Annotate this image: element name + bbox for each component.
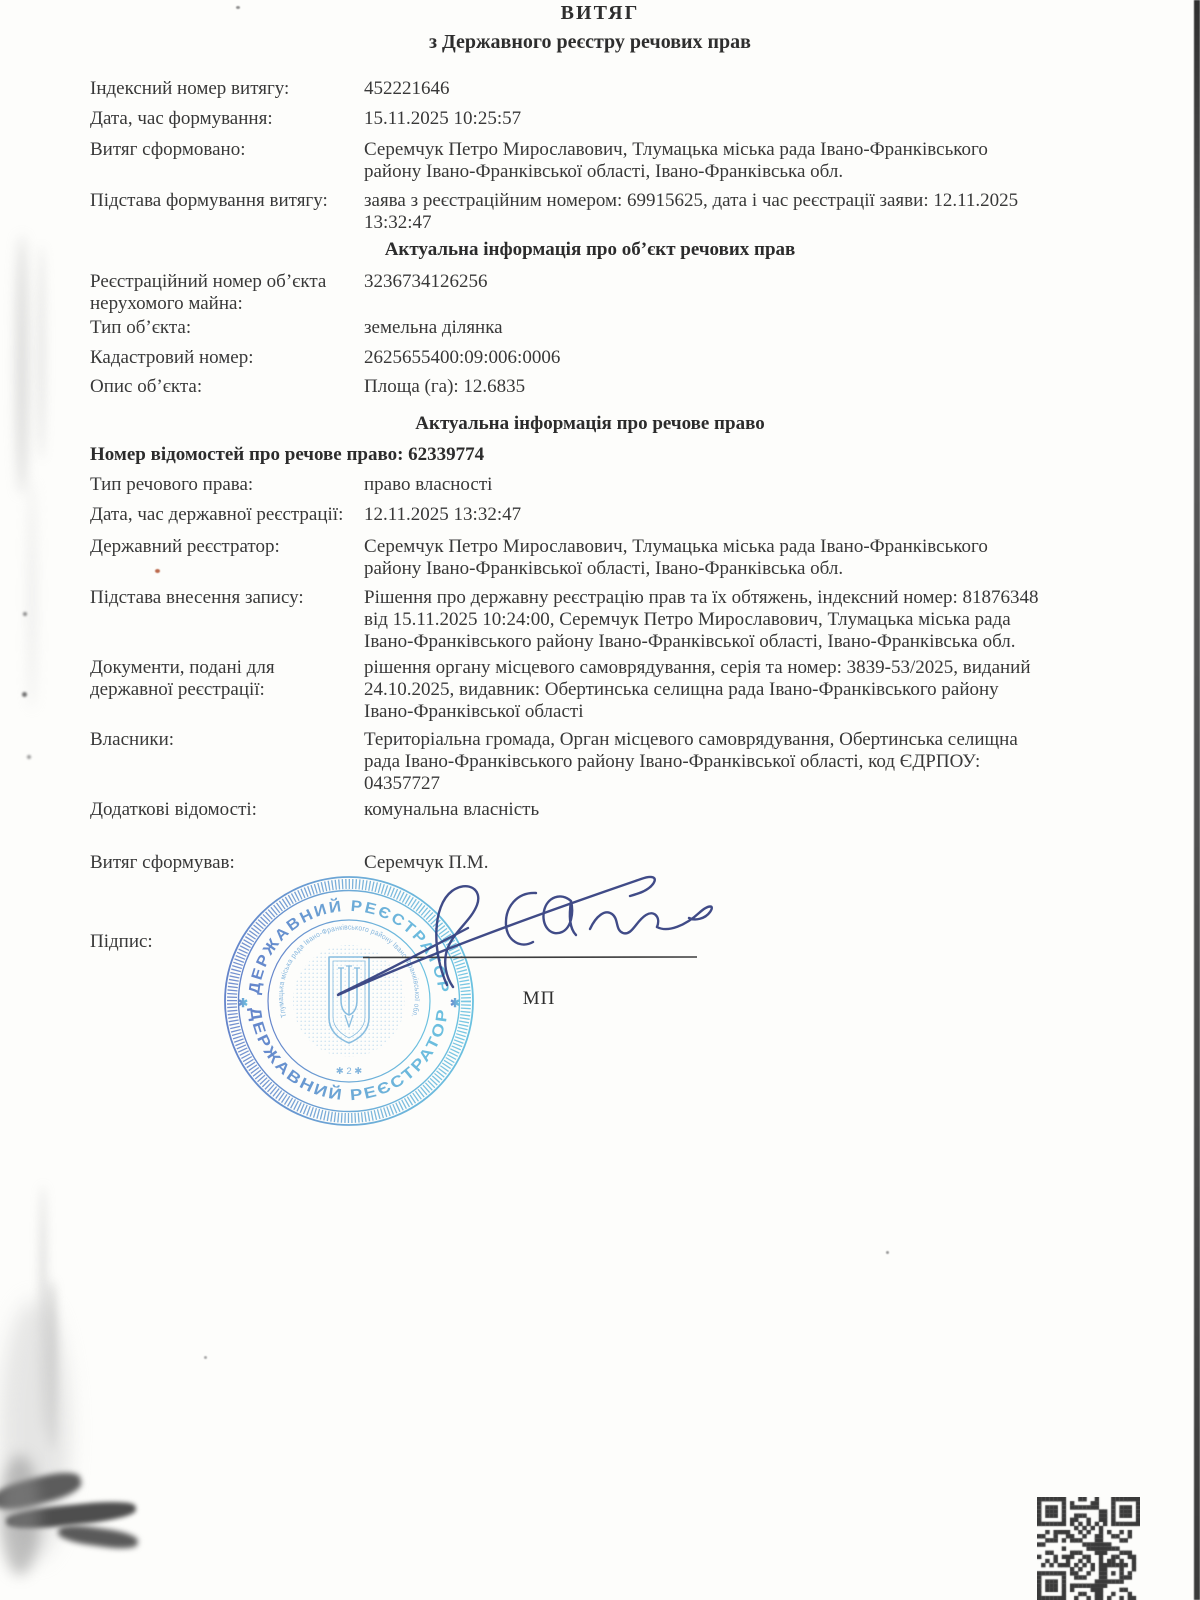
field-label: Тип об’єкта:: [90, 317, 192, 338]
field-value: Площа (га): 12.6835: [364, 376, 526, 397]
section-title: Актуальна інформація про речове право: [415, 413, 765, 434]
field-value: від 15.11.2025 10:24:00, Серемчук Петро Мирославович, Тлумацька міська рада: [364, 609, 1011, 630]
field-label: Витяг сформовано:: [90, 139, 246, 160]
field-value: 24.10.2025, видавник: Обертинська селищна рада Івано-Франківського району: [364, 679, 999, 700]
field-label: Документи, подані для: [90, 657, 275, 678]
field-value: Серемчук Петро Мирославович, Тлумацька міська рада Івано-Франківського: [364, 139, 988, 160]
field-value: Івано-Франківського району Івано-Франківської області, Івано-Франківська обл.: [364, 631, 1016, 652]
field-label: державної реєстрації:: [90, 679, 265, 700]
qr-code: [1037, 1497, 1140, 1600]
stamp-star-left: ✱: [237, 996, 249, 1010]
field-value: Серемчук Петро Мирославович, Тлумацька міська рада Івано-Франківського: [364, 536, 988, 557]
seal-mark: МП: [522, 988, 556, 1009]
stamp-inner-ring-text: Тлумацька міська рада Івано-Франківського району Івано-Франківської обл.: [275, 922, 423, 1020]
field-label: Підстава формування витягу:: [90, 190, 328, 211]
formed-by-label: Витяг сформував:: [90, 852, 235, 873]
field-value: Рішення про державну реєстрацію прав та їх обтяжень, індексний номер: 81876348: [364, 587, 1039, 608]
field-value: рішення органу місцевого самоврядування, серія та номер: 3839-53/2025, виданий: [364, 657, 1031, 678]
field-label: Кадастровий номер:: [90, 347, 254, 368]
page-title: ВИТЯГ: [560, 2, 640, 24]
signature-label: Підпис:: [90, 931, 153, 952]
field-label: Власники:: [90, 729, 175, 750]
stamp-ring-text-top: ДЕРЖАВНИЙ РЕЄСТРАТОР: [246, 897, 452, 996]
field-value: Територіальна громада, Орган місцевого самоврядування, Обертинська селищна: [364, 729, 1018, 750]
field-value: 2625655400:09:006:0006: [364, 347, 561, 368]
field-value: комунальна власність: [364, 799, 540, 820]
field-value: 12.11.2025 13:32:47: [364, 504, 522, 525]
field-value: право власності: [364, 474, 493, 495]
field-label: Додаткові відомості:: [90, 799, 257, 820]
field-value: району Івано-Франківської області, Івано-Франківська обл.: [364, 558, 844, 579]
field-label: нерухомого майна:: [90, 293, 243, 314]
field-label: Дата, час формування:: [90, 108, 273, 129]
field-value: рада Івано-Франківського району Івано-Франківської області, код ЄДРПОУ:: [364, 751, 981, 772]
field-label: Індексний номер витягу:: [90, 78, 290, 99]
field-value: 15.11.2025 10:25:57: [364, 108, 522, 129]
stamp-star-right: ✱: [449, 996, 461, 1010]
field-label: Державний реєстратор:: [90, 536, 280, 557]
field-label: Опис об’єкта:: [90, 376, 203, 397]
field-value: району Івано-Франківської області, Івано-Франківська обл.: [364, 161, 844, 182]
section-title: Актуальна інформація про об’єкт речових прав: [384, 239, 796, 260]
page-subtitle: з Державного реєстру речових прав: [429, 31, 751, 53]
formed-by-value: Серемчук П.М.: [364, 852, 489, 873]
stamp-ring-text-bottom: ДЕРЖАВНИЙ РЕЄСТРАТОР: [246, 1006, 452, 1105]
stamp-inner-number: ✱ 2 ✱: [335, 1066, 363, 1077]
field-value: Івано-Франківської області: [364, 701, 584, 722]
record-number-line: Номер відомостей про речове право: 62339774: [90, 444, 485, 465]
field-value: 452221646: [364, 78, 450, 99]
field-label: Тип речового права:: [90, 474, 254, 495]
field-label: Підстава внесення запису:: [90, 587, 304, 608]
field-label: Дата, час державної реєстрації:: [90, 504, 344, 525]
field-value: 04357727: [364, 773, 440, 794]
field-value: заява з реєстраційним номером: 69915625, дата і час реєстрації заяви: 12.11.2025: [364, 190, 1019, 211]
field-label: Реєстраційний номер об’єкта: [90, 271, 327, 292]
field-value: 3236734126256: [364, 271, 488, 292]
field-value: земельна ділянка: [364, 317, 503, 338]
field-value: 13:32:47: [364, 212, 432, 233]
